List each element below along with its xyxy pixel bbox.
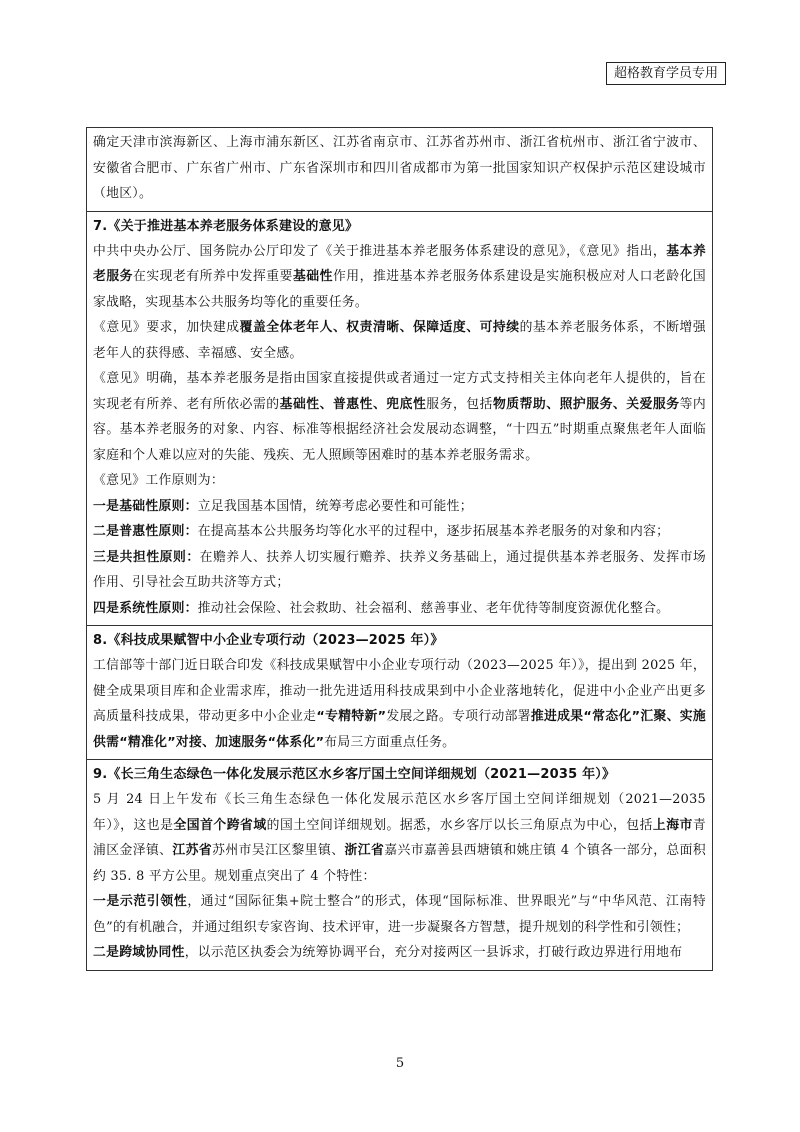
continuation-paragraph: 确定天津市滨海新区、上海市浦东新区、江苏省南京市、江苏省苏州市、浙江省杭州市、浙江省宁波市、安徽省合肥市、广东省广州市、广东省深圳市和四川省成都市为第一批国家知识产权保护示范区建设城市（地区）。 xyxy=(93,135,706,201)
principle-1: 一是基础性原则：立足我国基本国情，统筹考虑必要性和可能性； xyxy=(93,498,473,514)
principle-3: 三是共担性原则：在赡养人、扶养人切实履行赡养、扶养义务基础上，通过提供基本养老服务、发挥市场作用、引导社会互助共济等方式； xyxy=(93,549,706,590)
section-7 xyxy=(87,212,712,627)
section-7-paragraph-1: 中共中央办公厅、国务院办公厅印发了《关于推进基本养老服务体系建设的意见》，《意见》指出，基本养老服务在实现老有所养中发挥重要基础性作用，推进基本养老服务体系建设是实施积极应对人口老龄化国家战略，实现基本公共服务均等化的重要任务。 xyxy=(93,243,707,310)
principle-4: 四是系统性原则：推动社会保险、社会救助、社会福利、慈善事业、老年优待等制度资源优化整合。 xyxy=(93,600,670,616)
section-8-paragraph-1: 工信部等十部门近日联合印发《科技成果赋智中小企业专项行动（2023—2025 年）》，提出到 2025 年，健全成果项目库和企业需求库，推动一批先进适用科技成果到中小企业落地转化，促进中小企业产出更多高质量科技成果，带动更多中小企业走“专精特新”发展之路。专项行动部署推进成果“常态化”汇聚、实施供需“精准化”对接、加速服务“体系化”布局三方面重点任务。 xyxy=(93,658,706,750)
feature-1: 一是示范引领性，通过“国际征集+院士整合”的形式，体现“国际标准、世界眼光”与“中华风范、江南特色”的有机融合，并通过组织专家咨询、技术评审，进一步凝聚各方智慧，提升规划的科学性和引领性； xyxy=(93,894,706,935)
section-continuation xyxy=(87,128,712,212)
section-9 xyxy=(87,760,712,970)
section-7-title: 7.《关于推进基本养老服务体系建设的意见》 xyxy=(93,218,359,234)
feature-2: 二是跨域协同性，以示范区执委会为统筹协调平台，充分对接两区一县诉求，打破行政边界进行用地布 xyxy=(93,945,683,960)
principle-2: 二是普惠性原则：在提高基本公共服务均等化水平的过程中，逐步拓展基本养老服务的对象和内容； xyxy=(93,524,670,539)
section-7-paragraph-2: 《意见》要求，加快建成覆盖全体老年人、权责清晰、保障适度、可持续的基本养老服务体系，不断增强老年人的获得感、幸福感、安全感。 xyxy=(93,320,706,361)
section-8-title: 8.《科技成果赋智中小企业专项行动（2023—2025 年）》 xyxy=(93,633,444,648)
section-7-paragraph-4: 《意见》工作原则为： xyxy=(93,473,224,488)
page-number: 5 xyxy=(395,1056,405,1071)
section-9-paragraph-1: 5 月 24 日上午发布《长三角生态绿色一体化发展示范区水乡客厅国土空间详细规划（2021—2035 年）》，这也是全国首个跨省域的国土空间详细规划。据悉，水乡客厅以长三角原点为中心，包括上海市青浦区金泽镇、江苏省苏州市吴江区黎里镇、浙江省嘉兴市嘉善县西塘镇和姚庄镇 4 个镇各一部分，总面积约 35. 8 平方公里。规划重点突出了 4 个特性： xyxy=(93,792,706,884)
section-7-paragraph-3: 《意见》明确，基本养老服务是指由国家直接提供或者通过一定方式支持相关主体向老年人提供的，旨在实现老有所养、老有所依必需的基础性、普惠性、兜底性服务，包括物质帮助、照护服务、关爱服务等内容。基本养老服务的对象、内容、标准等根据经济社会发展动态调整，“十四五”时期重点聚焦老年人面临家庭和个人难以应对的失能、残疾、无人照顾等困难时的基本养老服务需求。 xyxy=(93,371,707,463)
header-tag: 超格教育学员专用 xyxy=(606,62,726,85)
section-9-title: 9.《长三角生态绿色一体化发展示范区水乡客厅国土空间详细规划（2021—2035 年）》 xyxy=(93,767,616,782)
document-table xyxy=(86,127,713,971)
section-8 xyxy=(87,626,712,760)
